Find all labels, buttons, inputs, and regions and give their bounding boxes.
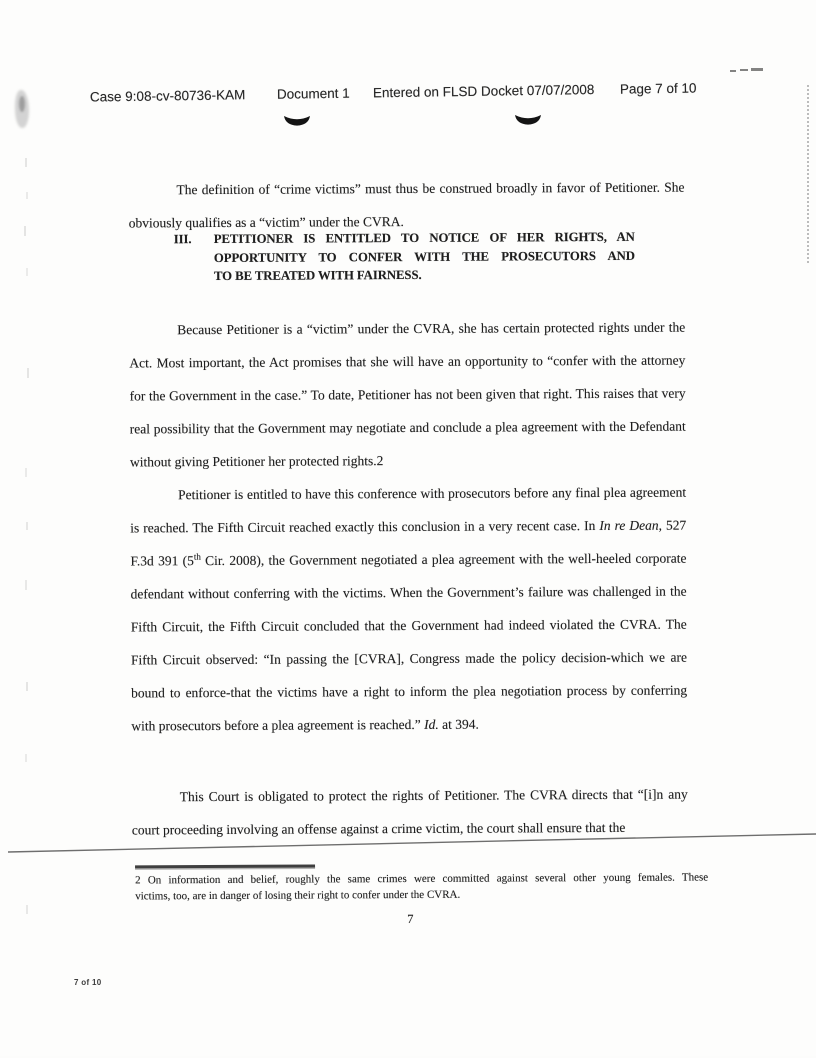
- paragraph-court-obligated: This Court is obligated to protect the rights of Petitioner. The CVRA directs that “[i]n any court proceeding involving an offense against a crime victim, the court shall ensure that the: [131, 786, 688, 837]
- footnote-line: 2 On information and belief, roughly the same crimes were committed against several other young females. These: [135, 871, 709, 887]
- section-number: III.: [173, 232, 192, 247]
- heading-line: PETITIONER IS ENTITLED TO NOTICE OF HER RIGHTS, AN: [213, 229, 635, 247]
- corner-page-label: 7 of 10: [74, 978, 102, 987]
- case-number-label: Case 9:08-cv-80736-KAM: [89, 87, 246, 105]
- case-citation-italic: In re Dean: [599, 517, 659, 533]
- page-number: 7: [407, 911, 414, 927]
- ordinal-superscript: th: [193, 551, 201, 562]
- id-citation-italic: Id.: [424, 716, 439, 732]
- body-text: Petitioner is entitled to have this conference with prosecutors before any final plea agreement is reached. The Fifth Circuit reached exactly this conclusion in a very recent case. In: [130, 484, 687, 535]
- footnote-line: victims, too, are in danger of losing their right to confer under the CVRA.: [135, 888, 461, 903]
- docket-entry-label: Entered on FLSD Docket 07/07/2008: [372, 82, 595, 101]
- heading-line: TO BE TREATED WITH FAIRNESS.: [213, 268, 422, 284]
- scan-line: [0, 830, 816, 856]
- paragraph-definition-crime-victims: The definition of “crime victims” must thus be construed broadly in favor of Petitioner. She obviously qualifies as a “victim” under the CVRA.: [128, 179, 685, 230]
- paragraph-protected-rights: Because Petitioner is a “victim” under the CVRA, she has certain protected rights under the Act. Most important, the Act promises that she will have an opportunity to “confer with the attorney for the Government in the case.” To date, Petitioner has not been given that right. This raises that very real possibility that the Government may negotiate and conclude a plea agreement with the Defendant without giving Petitioner her protected rights.2: [129, 319, 686, 469]
- body-text: , 527 F.3d 391 (5: [130, 517, 687, 568]
- footnote-rule: [135, 864, 315, 867]
- footnote: [135, 870, 708, 905]
- body-text: Cir. 2008), the Government negotiated a plea agreement with the well-heeled corporate defendant without conferring with the victims. When the Government’s failure was challenged in the Fifth Circuit, the Fifth Circuit concluded that the Government had indeed violated the CVRA. The Fifth Circuit observed: “In passing the [CVRA], Congress made the policy decision-which we are bound to enforce-that the victims have a right to inform the plea negotiation process by conferring with prosecutors before a plea agreement is reached.”: [130, 550, 688, 733]
- section-heading-iii: [129, 228, 635, 286]
- document-label: Document 1: [276, 85, 350, 102]
- heading-line: OPPORTUNITY TO CONFER WITH THE PROSECUTORS AND: [213, 248, 635, 265]
- body-text: at 394.: [438, 716, 479, 732]
- paragraph-in-re-dean: [130, 475, 687, 742]
- page-of-label: Page 7 of 10: [619, 80, 697, 97]
